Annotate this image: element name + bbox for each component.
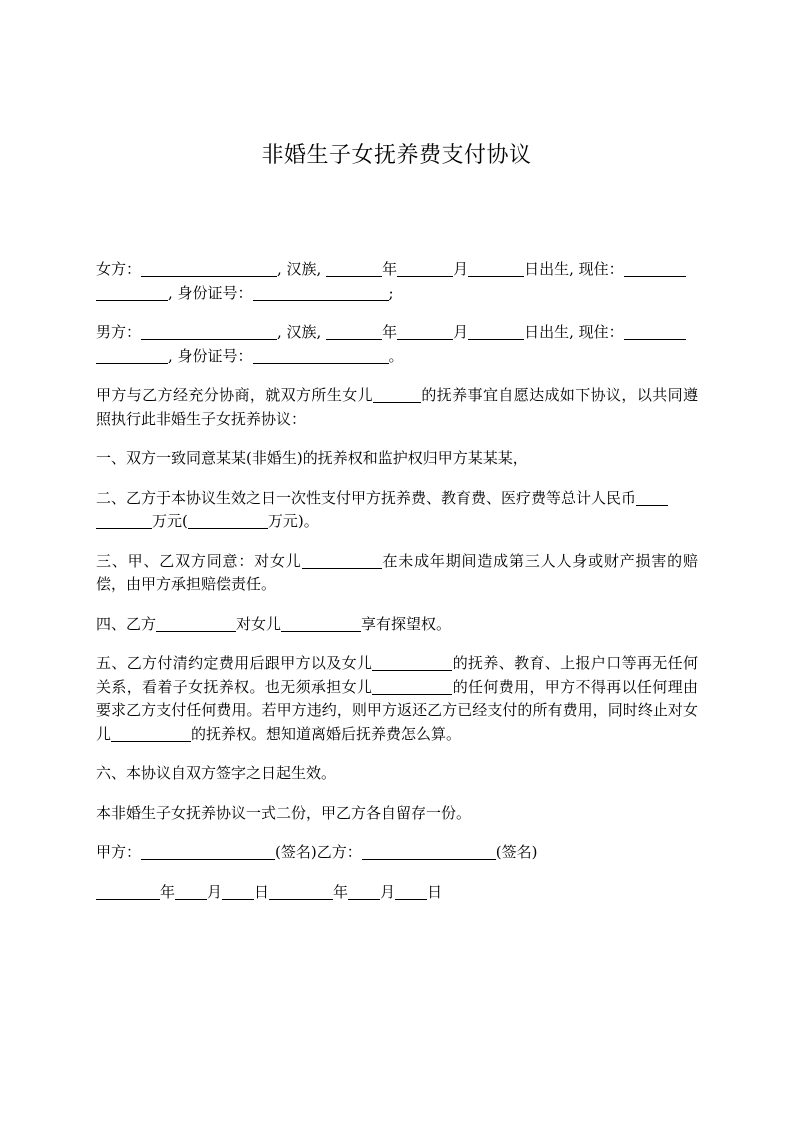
amount-blank-2[interactable] (96, 511, 152, 529)
clause-4-text-3: 享有探望权。 (361, 614, 452, 633)
woman-address-blank[interactable] (624, 259, 686, 277)
party-a-year-text: 年 (160, 882, 176, 901)
party-b-day-text: 日 (427, 882, 443, 901)
party-a-label: 甲方： (96, 843, 142, 861)
woman-month-blank[interactable] (397, 259, 453, 277)
man-name-blank[interactable] (141, 322, 277, 340)
woman-year-text: 年 (382, 260, 398, 278)
party-b-month-blank[interactable] (348, 882, 380, 900)
intro-paragraph (96, 384, 698, 431)
amount-uppercase-blank[interactable] (188, 511, 268, 529)
clause-5 (96, 652, 698, 746)
clause-3-text-1: 三、甲、乙双方同意：对女儿 (96, 551, 302, 570)
clause-4-text-1: 四、乙方 (96, 614, 157, 633)
clause-2-text-2: 万元( (152, 512, 188, 530)
party-a-day-text: 日 (254, 882, 270, 901)
party-b-signature-blank[interactable] (362, 842, 496, 860)
party-a-day-blank[interactable] (222, 882, 254, 900)
man-label: 男方： (96, 323, 142, 341)
party-a-year-blank[interactable] (96, 882, 160, 900)
party-a-month-text: 月 (207, 882, 223, 901)
party-a-signature-blank[interactable] (141, 842, 275, 860)
man-month-text: 月 (453, 323, 469, 341)
man-ethnic-text: , 汉族, (277, 323, 327, 341)
clause-3-daughter-blank[interactable] (302, 551, 382, 569)
clause-4-text-2: 对女儿 (236, 614, 282, 633)
party-b-day-blank[interactable] (395, 882, 427, 900)
man-birth-text: 日出生, 现住： (524, 323, 624, 341)
party-b-year-text: 年 (333, 882, 349, 901)
clause-5-daughter-blank-2[interactable] (372, 677, 452, 695)
clause-5-daughter-blank-1[interactable] (372, 653, 452, 671)
party-b-sign-text: (签名) (495, 843, 538, 861)
daughter-name-blank[interactable] (373, 385, 421, 403)
man-day-blank[interactable] (468, 322, 524, 340)
clause-2-text-1: 二、乙方于本协议生效之日一次性支付甲方抚养费、教育费、医疗费等总计人民币 (96, 488, 637, 507)
woman-birth-text: 日出生, 现住： (524, 260, 624, 278)
man-address-blank[interactable] (624, 322, 686, 340)
man-address-blank-2[interactable] (96, 346, 168, 364)
intro-text-1: 甲方与乙方经充分协商，就双方所生女儿 (96, 386, 373, 404)
woman-id-blank[interactable] (253, 283, 389, 301)
woman-id-text: , 身份证号： (168, 283, 253, 302)
woman-day-blank[interactable] (468, 259, 524, 277)
document-title: 非婚生子女抚养费支付协议 (261, 143, 532, 168)
party-b-month-text: 月 (380, 882, 396, 901)
clause-5-daughter-blank-3[interactable] (111, 724, 191, 742)
clause-5-text-3: 的任何费用，甲方不得再以任何理由要求乙方支付任何费用。若甲方违约，则甲方返还乙方已经支付的所有费用，同时终止对女儿 (96, 677, 698, 743)
clause-4-partyb-blank[interactable] (156, 614, 236, 632)
signature-line (96, 841, 698, 865)
clause-4 (96, 613, 698, 637)
clause-5-text-2: 的抚养、教育、上报户口等再无任何关系，看着子女抚养权。也无须承担女儿 (96, 654, 698, 696)
woman-ethnic-text: , 汉族, (277, 260, 327, 278)
clause-2-text-3: 万元)。 (267, 512, 319, 530)
party-a-sign-text: (签名)乙方： (275, 843, 362, 861)
amount-blank-1[interactable] (636, 488, 668, 506)
party-b-year-blank[interactable] (269, 882, 333, 900)
clause-5-text-1: 五、乙方付清约定费用后跟甲方以及女儿 (96, 654, 373, 672)
woman-year-blank[interactable] (326, 259, 382, 277)
woman-info (96, 258, 698, 305)
man-year-text: 年 (382, 323, 398, 341)
woman-label: 女方： (96, 260, 142, 278)
clause-6: 六、本协议自双方签字之日起生效。 (96, 764, 337, 782)
man-id-text: , 身份证号： (168, 346, 253, 365)
date-line (96, 881, 698, 905)
woman-month-text: 月 (453, 260, 469, 278)
clause-5-text-4: 的抚养权。想知道离婚后抚养费怎么算。 (191, 724, 462, 743)
copies-statement: 本非婚生子女抚养协议一式二份，甲乙方各自留存一份。 (96, 803, 472, 822)
clause-1: 一、双方一致同意某某(非婚生)的抚养权和监护权归甲方某某某， (96, 449, 528, 467)
man-end: 。 (388, 346, 404, 365)
clause-3 (96, 550, 698, 597)
man-month-blank[interactable] (397, 322, 453, 340)
document-body (96, 258, 698, 920)
clause-4-daughter-blank[interactable] (281, 614, 361, 632)
woman-name-blank[interactable] (141, 259, 277, 277)
woman-end: ; (388, 283, 394, 302)
clause-3-text-2: 在未成年期间造成第三人人身或财产损害的赔偿，由甲方承担赔偿责任。 (96, 551, 698, 593)
man-id-blank[interactable] (253, 346, 389, 364)
party-a-month-blank[interactable] (175, 882, 207, 900)
man-info (96, 321, 698, 368)
clause-2 (96, 487, 698, 534)
intro-text-2: 的抚养事宜自愿达成如下协议，以共同遵照执行此非婚生子女抚养协议： (96, 386, 698, 428)
woman-address-blank-2[interactable] (96, 283, 168, 301)
man-year-blank[interactable] (326, 322, 382, 340)
